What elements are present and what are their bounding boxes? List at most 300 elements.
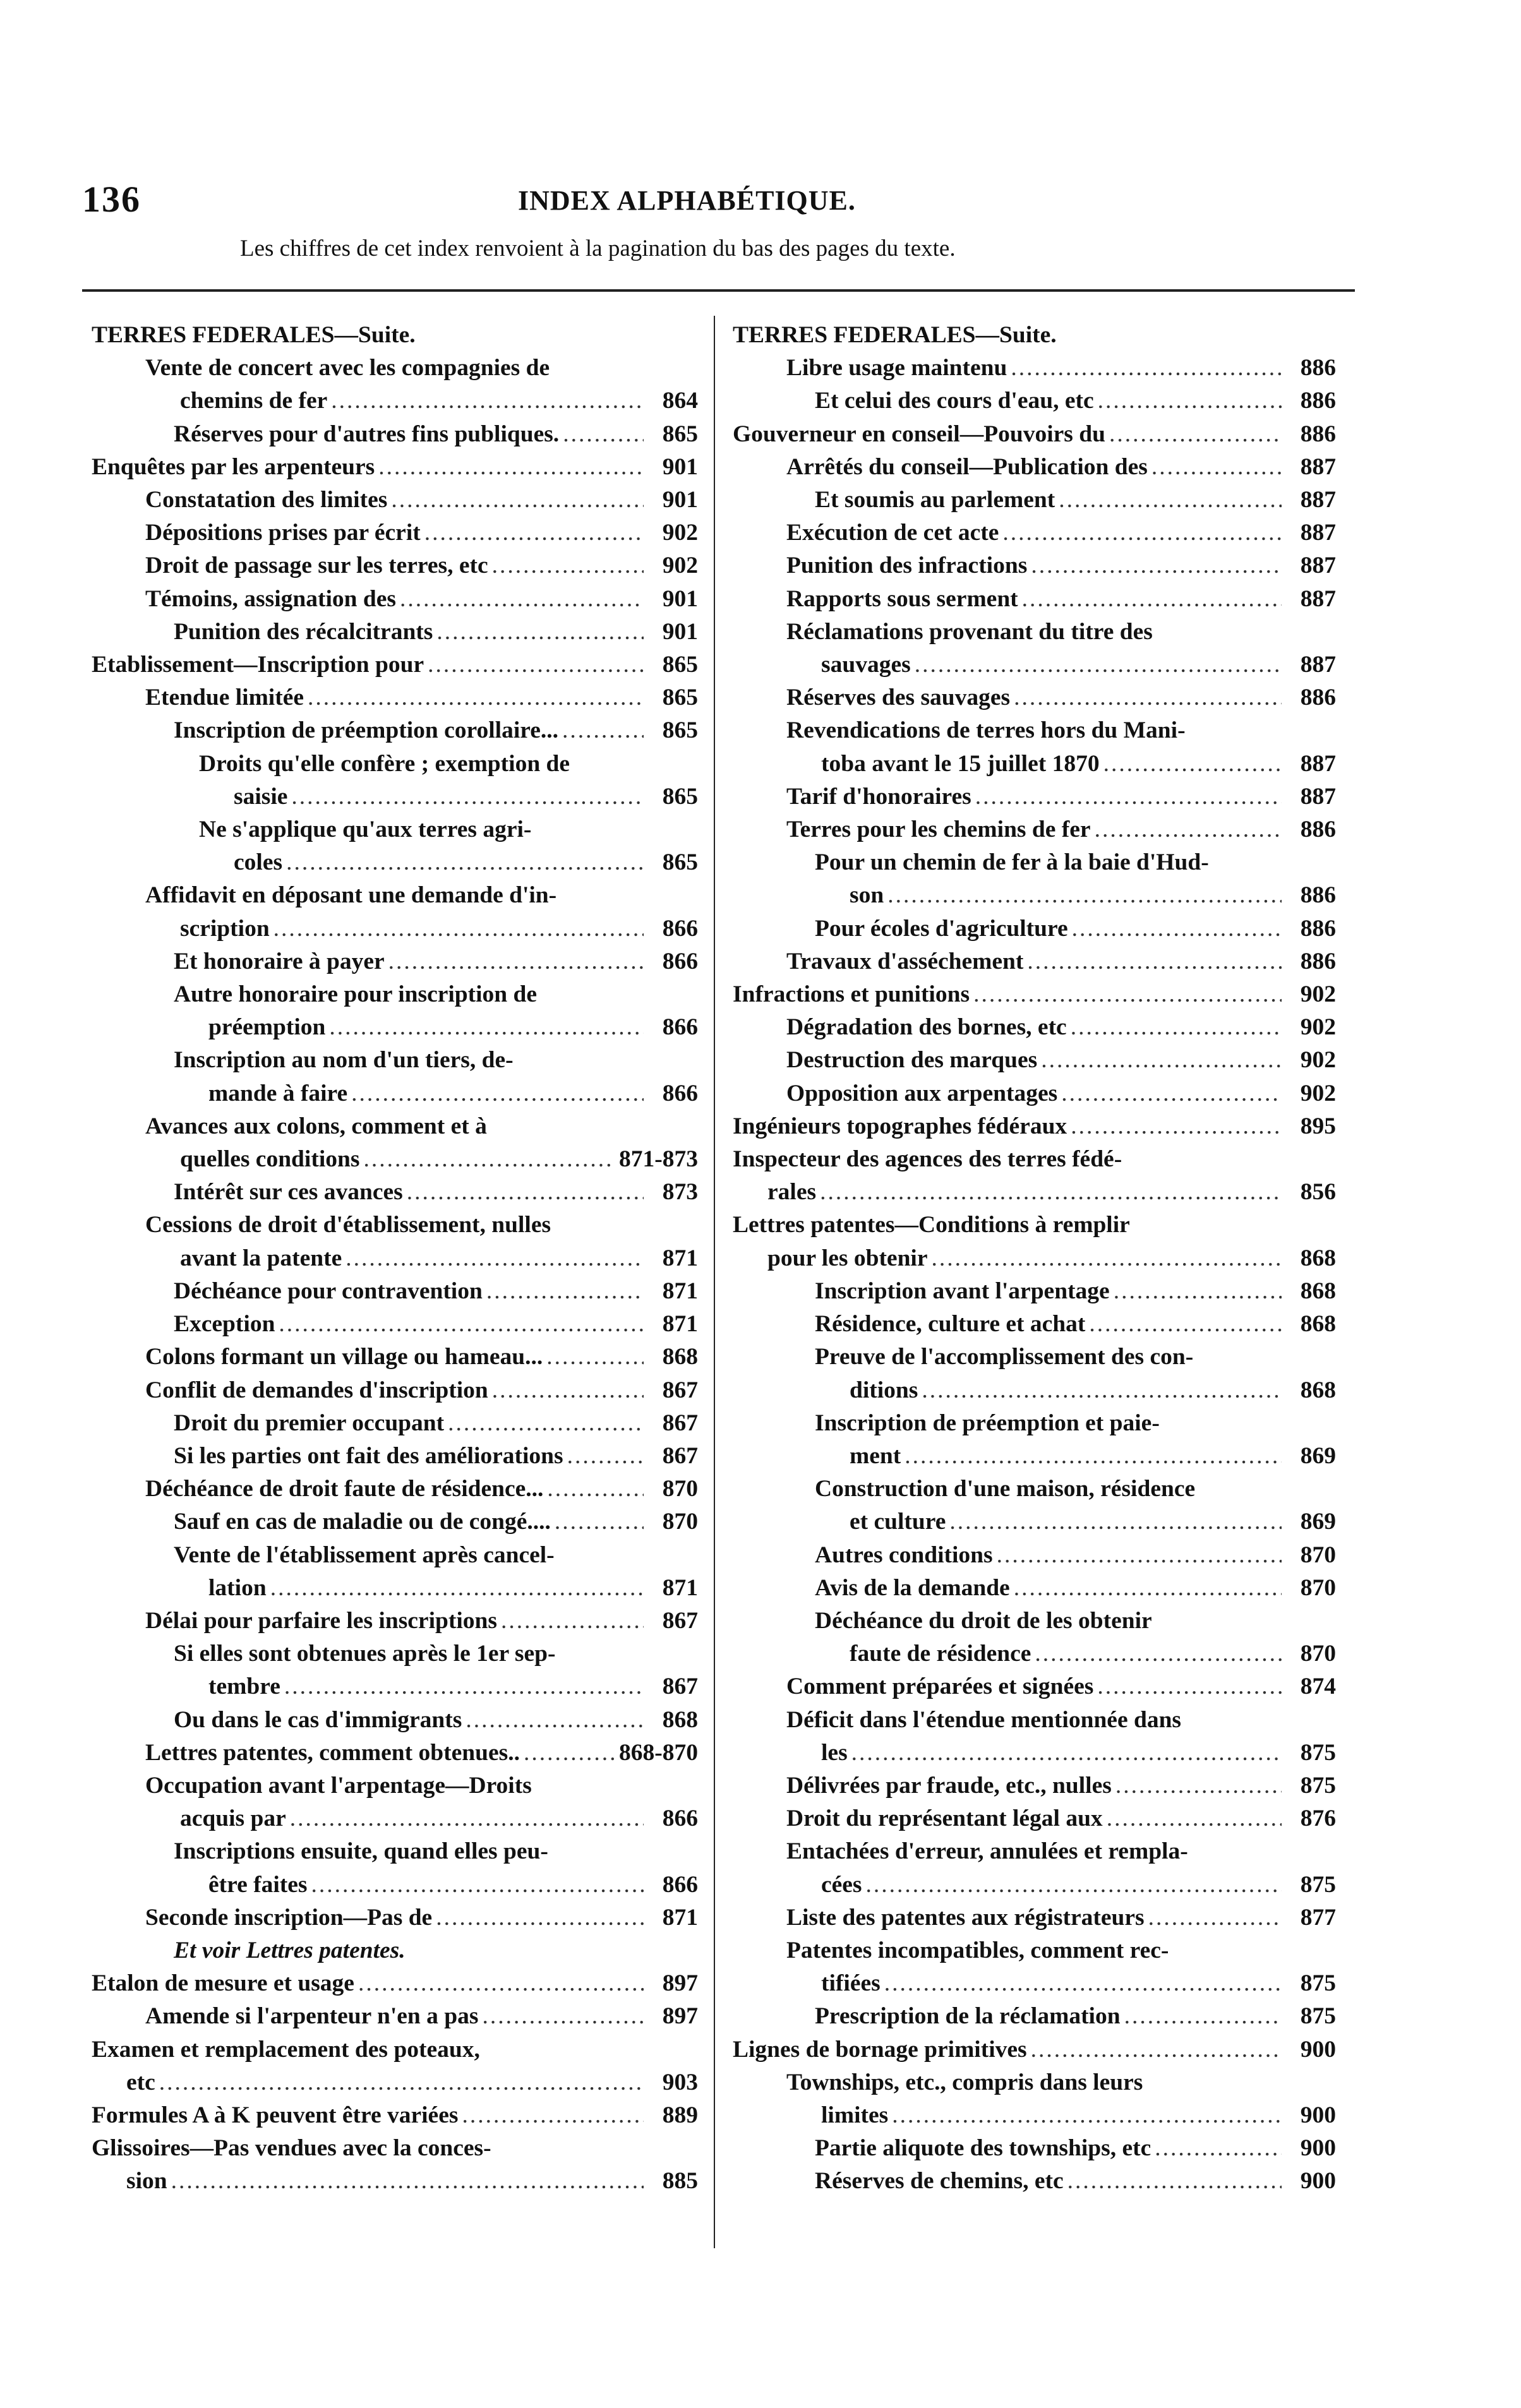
entry-text: Réclamations provenant du titre des xyxy=(786,618,1153,645)
index-line xyxy=(733,1242,1336,1275)
index-line xyxy=(815,1638,1336,1670)
leader-dots xyxy=(524,1737,615,1770)
page-reference: 886 xyxy=(1300,948,1336,974)
page-reference: 868 xyxy=(1300,1278,1336,1304)
leader-dots xyxy=(1071,1011,1282,1044)
page-reference: 887 xyxy=(1300,520,1336,546)
page-reference: 873 xyxy=(662,1179,698,1206)
page-reference: 856 xyxy=(1300,1179,1336,1206)
index-entry xyxy=(733,1802,1336,1835)
page-reference: 867 xyxy=(662,1607,698,1634)
leader-dots xyxy=(346,1242,644,1275)
index-entry xyxy=(733,1704,1336,1770)
index-column-right xyxy=(733,319,1336,2198)
entry-text: Exception xyxy=(174,1311,275,1338)
entry-text: Conflit de demandes d'inscription xyxy=(145,1377,488,1403)
entry-text: Inscriptions ensuite, quand elles peu- xyxy=(174,1838,548,1865)
page-reference: 902 xyxy=(1300,981,1336,1008)
page-reference: 866 xyxy=(662,915,698,942)
leader-dots xyxy=(887,879,1282,912)
index-heading xyxy=(92,319,698,352)
page-reference: 901 xyxy=(662,618,698,645)
leader-dots xyxy=(1097,1670,1282,1703)
index-entry xyxy=(92,1835,698,1901)
entry-text: Tarif d'honoraires xyxy=(786,783,971,810)
index-entry xyxy=(92,748,698,813)
index-entry xyxy=(92,2099,698,2132)
index-entry xyxy=(733,2165,1336,2198)
leader-dots xyxy=(820,1176,1282,1209)
entry-text: Colons formant un village ou hameau... xyxy=(145,1344,543,1370)
index-line xyxy=(145,1341,698,1374)
index-entry xyxy=(92,1176,698,1209)
page-reference: 868 xyxy=(662,1344,698,1370)
leader-dots xyxy=(1103,748,1282,781)
entry-text: toba avant le 15 juillet 1870 xyxy=(821,750,1100,777)
index-line xyxy=(174,1539,698,1572)
leader-dots xyxy=(284,1670,644,1703)
leader-dots xyxy=(1011,352,1282,385)
index-line xyxy=(786,1770,1336,1802)
page-reference: 900 xyxy=(1300,2135,1336,2162)
index-line xyxy=(815,1572,1336,1605)
leader-dots xyxy=(555,1506,644,1538)
index-line xyxy=(174,616,698,649)
index-line xyxy=(815,2165,1336,2198)
index-entry xyxy=(92,1110,698,1176)
index-line xyxy=(92,2132,698,2165)
leader-dots xyxy=(436,616,644,649)
page-reference: 887 xyxy=(1300,553,1336,579)
index-line xyxy=(815,2000,1336,2033)
page-reference: 865 xyxy=(662,685,698,711)
index-line xyxy=(733,1110,1336,1143)
index-entry xyxy=(733,1572,1336,1605)
page-reference: 886 xyxy=(1300,355,1336,381)
entry-text: Autre honoraire pour inscription de xyxy=(174,981,538,1008)
leader-dots xyxy=(1098,385,1282,417)
leader-dots xyxy=(1067,2165,1282,2198)
entry-text: Résidence, culture et achat xyxy=(815,1311,1086,1338)
leader-dots xyxy=(1155,2132,1282,2165)
index-line xyxy=(174,1704,698,1737)
index-entry xyxy=(92,1902,698,1934)
index-line xyxy=(815,1473,1336,1506)
index-entry xyxy=(92,2034,698,2099)
page-reference: 886 xyxy=(1300,421,1336,447)
index-line xyxy=(174,1044,698,1077)
entry-text: et culture xyxy=(850,1509,946,1535)
page-reference: 902 xyxy=(1300,1014,1336,1041)
leader-dots xyxy=(547,1473,644,1506)
index-line xyxy=(786,813,1336,846)
index-entry xyxy=(92,813,698,879)
page-reference: 897 xyxy=(662,1970,698,1997)
index-entry xyxy=(92,1539,698,1605)
index-line xyxy=(786,517,1336,549)
leader-dots xyxy=(1115,1770,1282,1802)
index-line xyxy=(815,1440,1336,1473)
page-reference: 865 xyxy=(662,717,698,744)
index-entry xyxy=(733,1605,1336,1670)
index-line xyxy=(145,879,698,912)
page-reference: 887 xyxy=(1300,783,1336,810)
page-reference: 870 xyxy=(1300,1574,1336,1601)
index-line xyxy=(815,1539,1336,1572)
entry-text: Déchéance pour contravention xyxy=(174,1278,483,1304)
index-line xyxy=(145,1902,698,1934)
index-line xyxy=(815,1374,1336,1407)
leader-dots xyxy=(407,1176,644,1209)
index-line xyxy=(786,1869,1336,1902)
index-line xyxy=(174,1077,698,1110)
index-line xyxy=(145,681,698,714)
page-reference: 887 xyxy=(1300,652,1336,678)
leader-dots xyxy=(378,451,644,484)
index-line xyxy=(786,681,1336,714)
index-entry xyxy=(733,1934,1336,2000)
entry-text: Déficit dans l'étendue mentionnée dans xyxy=(786,1706,1182,1733)
index-entry xyxy=(733,1044,1336,1077)
index-line xyxy=(199,846,698,879)
index-entry xyxy=(92,1407,698,1440)
index-entry xyxy=(733,484,1336,517)
leader-dots xyxy=(1022,583,1282,616)
leader-dots xyxy=(448,1407,644,1440)
index-entry xyxy=(733,2132,1336,2165)
page-reference: 887 xyxy=(1300,487,1336,513)
entry-text: chemins de fer xyxy=(180,388,328,414)
page-reference: 865 xyxy=(662,783,698,810)
entry-text: Terres pour les chemins de fer xyxy=(786,817,1091,843)
index-line xyxy=(786,1934,1336,1967)
index-line xyxy=(145,549,698,582)
entry-text: Inscription avant l'arpentage xyxy=(815,1278,1110,1304)
leader-dots xyxy=(1014,681,1282,714)
index-line xyxy=(174,418,698,451)
entry-text: Infractions et punitions xyxy=(733,981,970,1008)
index-line xyxy=(174,1308,698,1341)
index-line xyxy=(174,1176,698,1209)
entry-text: Sauf en cas de maladie ou de congé.... xyxy=(174,1509,551,1535)
leader-dots xyxy=(270,1572,644,1605)
index-entry xyxy=(92,978,698,1044)
entry-text: Et soumis au parlement xyxy=(815,487,1055,513)
page-reference: 865 xyxy=(662,652,698,678)
leader-dots xyxy=(482,2000,644,2033)
index-entry xyxy=(92,517,698,549)
page-reference: 875 xyxy=(1300,2003,1336,2030)
entry-text: Punition des infractions xyxy=(786,553,1028,579)
index-line xyxy=(815,1308,1336,1341)
index-entry xyxy=(733,451,1336,484)
entry-text: Inscription de préemption corollaire... xyxy=(174,717,558,744)
entry-text: Inscription au nom d'un tiers, de- xyxy=(174,1047,514,1074)
index-entry xyxy=(92,1770,698,1835)
entry-text: Gouverneur en conseil—Pouvoirs du xyxy=(733,421,1105,447)
index-entry xyxy=(92,1275,698,1308)
index-line xyxy=(92,2034,698,2066)
index-entry xyxy=(733,583,1336,616)
entry-text: acquis par xyxy=(180,1806,286,1832)
page-title: INDEX ALPHABÉTIQUE. xyxy=(518,185,856,216)
index-line xyxy=(174,945,698,978)
leader-dots xyxy=(159,2066,644,2099)
entry-text: les xyxy=(821,1739,848,1766)
index-entry xyxy=(733,1902,1336,1934)
leader-dots xyxy=(1095,813,1282,846)
entry-text: ditions xyxy=(850,1377,918,1403)
index-entry xyxy=(92,583,698,616)
leader-dots xyxy=(311,1869,644,1902)
entry-text: Réserves des sauvages xyxy=(786,685,1011,711)
index-line xyxy=(786,1902,1336,1934)
index-entry xyxy=(92,2132,698,2198)
index-line xyxy=(733,319,1336,352)
page-reference: 875 xyxy=(1300,1970,1336,1997)
index-line xyxy=(815,913,1336,945)
leader-dots xyxy=(562,714,644,747)
leader-dots xyxy=(1151,451,1282,484)
page-reference: 901 xyxy=(662,585,698,612)
leader-dots xyxy=(388,945,644,978)
page-reference: 902 xyxy=(1300,1080,1336,1106)
leader-dots xyxy=(1072,913,1282,945)
leader-dots xyxy=(1059,484,1282,517)
leader-dots xyxy=(1031,2034,1282,2066)
entry-text: sion xyxy=(126,2168,167,2195)
index-entry xyxy=(733,2000,1336,2033)
index-line xyxy=(786,1704,1336,1737)
leader-dots xyxy=(1002,517,1282,549)
index-entry xyxy=(92,1374,698,1407)
entry-text: Formules A à K peuvent être variées xyxy=(92,2102,459,2128)
leader-dots xyxy=(274,913,644,945)
entry-text: TERRES FEDERALES—Suite. xyxy=(92,322,416,348)
page-reference: 902 xyxy=(662,553,698,579)
leader-dots xyxy=(329,1011,644,1044)
index-entry xyxy=(92,1308,698,1341)
index-note: Les chiffres de cet index renvoient à la pagination du bas des pages du texte. xyxy=(240,236,956,261)
leader-dots xyxy=(1148,1902,1282,1934)
index-line xyxy=(786,1011,1336,1044)
entry-text: Inspecteur des agences des terres fédé- xyxy=(733,1146,1122,1173)
index-line xyxy=(174,1572,698,1605)
entry-text: Délai pour parfaire les inscriptions xyxy=(145,1607,497,1634)
entry-text: Avances aux colons, comment et à xyxy=(145,1113,487,1139)
page-reference: 886 xyxy=(1300,915,1336,942)
leader-dots xyxy=(915,649,1282,681)
entry-text: coles xyxy=(234,849,283,876)
page-reference: 868 xyxy=(662,1706,698,1733)
index-entry xyxy=(733,681,1336,714)
index-line xyxy=(92,2066,698,2099)
leader-dots xyxy=(428,649,644,681)
index-entry xyxy=(92,1473,698,1506)
entry-text: Si les parties ont fait des améliorations xyxy=(174,1442,563,1469)
index-entry xyxy=(733,714,1336,780)
entry-text: scription xyxy=(180,915,270,942)
page-reference: 871 xyxy=(662,1245,698,1271)
index-entry xyxy=(92,484,698,517)
leader-dots xyxy=(922,1374,1282,1407)
page-reference: 868 xyxy=(1300,1245,1336,1271)
index-line xyxy=(145,1802,698,1835)
index-line xyxy=(786,2099,1336,2132)
entry-text: Réserves pour d'autres fins publiques. xyxy=(174,421,560,447)
index-line xyxy=(199,781,698,813)
entry-text: avant la patente xyxy=(180,1245,342,1271)
entry-text: Pour écoles d'agriculture xyxy=(815,915,1068,942)
entry-text: tembre xyxy=(208,1674,280,1700)
leader-dots xyxy=(363,1143,615,1176)
index-line xyxy=(815,1506,1336,1538)
entry-text: Libre usage maintenu xyxy=(786,355,1007,381)
entry-text: sauvages xyxy=(821,652,911,678)
leader-dots xyxy=(424,517,644,549)
index-line xyxy=(733,418,1336,451)
index-line xyxy=(145,484,698,517)
entry-text: saisie xyxy=(234,783,288,810)
entry-text: Townships, etc., compris dans leurs xyxy=(786,2069,1143,2095)
entry-text: tifiées xyxy=(821,1970,881,1997)
index-entry xyxy=(733,2034,1336,2066)
page-reference: 875 xyxy=(1300,1739,1336,1766)
page-reference: 871 xyxy=(662,1904,698,1931)
leader-dots xyxy=(1061,1077,1282,1110)
index-line xyxy=(145,1770,698,1802)
index-entry xyxy=(733,945,1336,978)
entry-text: Lettres patentes, comment obtenues.. xyxy=(145,1739,520,1766)
entry-text: Et celui des cours d'eau, etc xyxy=(815,388,1094,414)
page-reference: 886 xyxy=(1300,882,1336,909)
entry-text: Construction d'une maison, résidence xyxy=(815,1476,1196,1502)
index-line xyxy=(786,649,1336,681)
index-entry xyxy=(733,549,1336,582)
page-reference: 876 xyxy=(1300,1806,1336,1832)
entry-text: Délivrées par fraude, etc., nulles xyxy=(786,1772,1112,1799)
page-reference: 886 xyxy=(1300,388,1336,414)
leader-dots xyxy=(1071,1110,1282,1143)
page-reference: 875 xyxy=(1300,1772,1336,1799)
index-line xyxy=(174,978,698,1011)
index-line xyxy=(145,1209,698,1242)
entry-text: Seconde inscription—Pas de xyxy=(145,1904,433,1931)
page-reference: 871 xyxy=(662,1311,698,1338)
index-entry xyxy=(733,1407,1336,1473)
page-reference: 902 xyxy=(1300,1047,1336,1074)
index-entry xyxy=(92,352,698,417)
index-line xyxy=(174,1670,698,1703)
entry-text: cées xyxy=(821,1871,862,1898)
index-line xyxy=(145,385,698,417)
index-line xyxy=(733,978,1336,1011)
index-entry xyxy=(92,2000,698,2033)
page-reference: 871 xyxy=(662,1278,698,1304)
page-reference: 897 xyxy=(662,2003,698,2030)
index-line xyxy=(786,1802,1336,1835)
entry-text: préemption xyxy=(208,1014,326,1041)
page-reference: 865 xyxy=(662,849,698,876)
index-line xyxy=(733,2034,1336,2066)
entry-text: Rapports sous serment xyxy=(786,585,1018,612)
page-reference: 868-870 xyxy=(619,1739,698,1766)
index-line xyxy=(145,1143,698,1176)
entry-text: Si elles sont obtenues après le 1er sep- xyxy=(174,1641,556,1667)
index-line xyxy=(815,484,1336,517)
index-entry xyxy=(92,616,698,649)
index-entry xyxy=(92,649,698,681)
page-reference: 900 xyxy=(1300,2168,1336,2195)
page-reference: 887 xyxy=(1300,453,1336,480)
leader-dots xyxy=(279,1308,644,1341)
index-entry xyxy=(92,451,698,484)
entry-text: Exécution de cet acte xyxy=(786,520,999,546)
index-line xyxy=(145,1242,698,1275)
page-reference: 889 xyxy=(662,2102,698,2128)
entry-text: Entachées d'erreur, annulées et rempla- xyxy=(786,1838,1188,1865)
leader-dots xyxy=(1114,1275,1282,1308)
index-heading xyxy=(733,319,1336,352)
index-entry xyxy=(733,517,1336,549)
index-entry xyxy=(92,1737,698,1770)
index-entry xyxy=(92,1605,698,1638)
index-entry xyxy=(733,813,1336,846)
entry-text: Revendications de terres hors du Mani- xyxy=(786,717,1186,744)
index-line xyxy=(145,913,698,945)
index-entry xyxy=(92,681,698,714)
page-reference: 864 xyxy=(662,388,698,414)
entry-text: Preuve de l'accomplissement des con- xyxy=(815,1344,1194,1370)
index-entry xyxy=(92,1506,698,1538)
page-reference: 866 xyxy=(662,1080,698,1106)
page-reference: 870 xyxy=(662,1509,698,1535)
index-line xyxy=(92,451,698,484)
index-entry xyxy=(733,1077,1336,1110)
index-line xyxy=(786,1077,1336,1110)
index-line xyxy=(92,319,698,352)
index-line xyxy=(815,1275,1336,1308)
entry-text: Affidavit en déposant une demande d'in- xyxy=(145,882,557,909)
index-entry xyxy=(733,1341,1336,1406)
entry-text: Etendue limitée xyxy=(145,685,304,711)
index-entry xyxy=(733,1670,1336,1703)
page-reference: 901 xyxy=(662,487,698,513)
index-line xyxy=(786,616,1336,649)
page-reference: 870 xyxy=(1300,1641,1336,1667)
index-line xyxy=(145,352,698,385)
index-line xyxy=(786,714,1336,747)
index-entry xyxy=(92,418,698,451)
entry-text: pour les obtenir xyxy=(767,1245,928,1271)
index-line xyxy=(733,1209,1336,1242)
index-entry xyxy=(92,549,698,582)
page-reference: 869 xyxy=(1300,1442,1336,1469)
entry-text: Et voir Lettres patentes. xyxy=(174,1937,406,1963)
index-line xyxy=(145,1473,698,1506)
entry-text: quelles conditions xyxy=(180,1146,360,1173)
page-reference: 874 xyxy=(1300,1674,1336,1700)
page-reference: 866 xyxy=(662,1014,698,1041)
leader-dots xyxy=(290,1802,644,1835)
entry-text: Prescription de la réclamation xyxy=(815,2003,1121,2030)
page-reference: 901 xyxy=(662,453,698,480)
page-reference: 886 xyxy=(1300,685,1336,711)
index-line xyxy=(786,549,1336,582)
index-line xyxy=(786,748,1336,781)
entry-text: Vente de l'établissement après cancel- xyxy=(174,1542,555,1568)
leader-dots xyxy=(932,1242,1282,1275)
